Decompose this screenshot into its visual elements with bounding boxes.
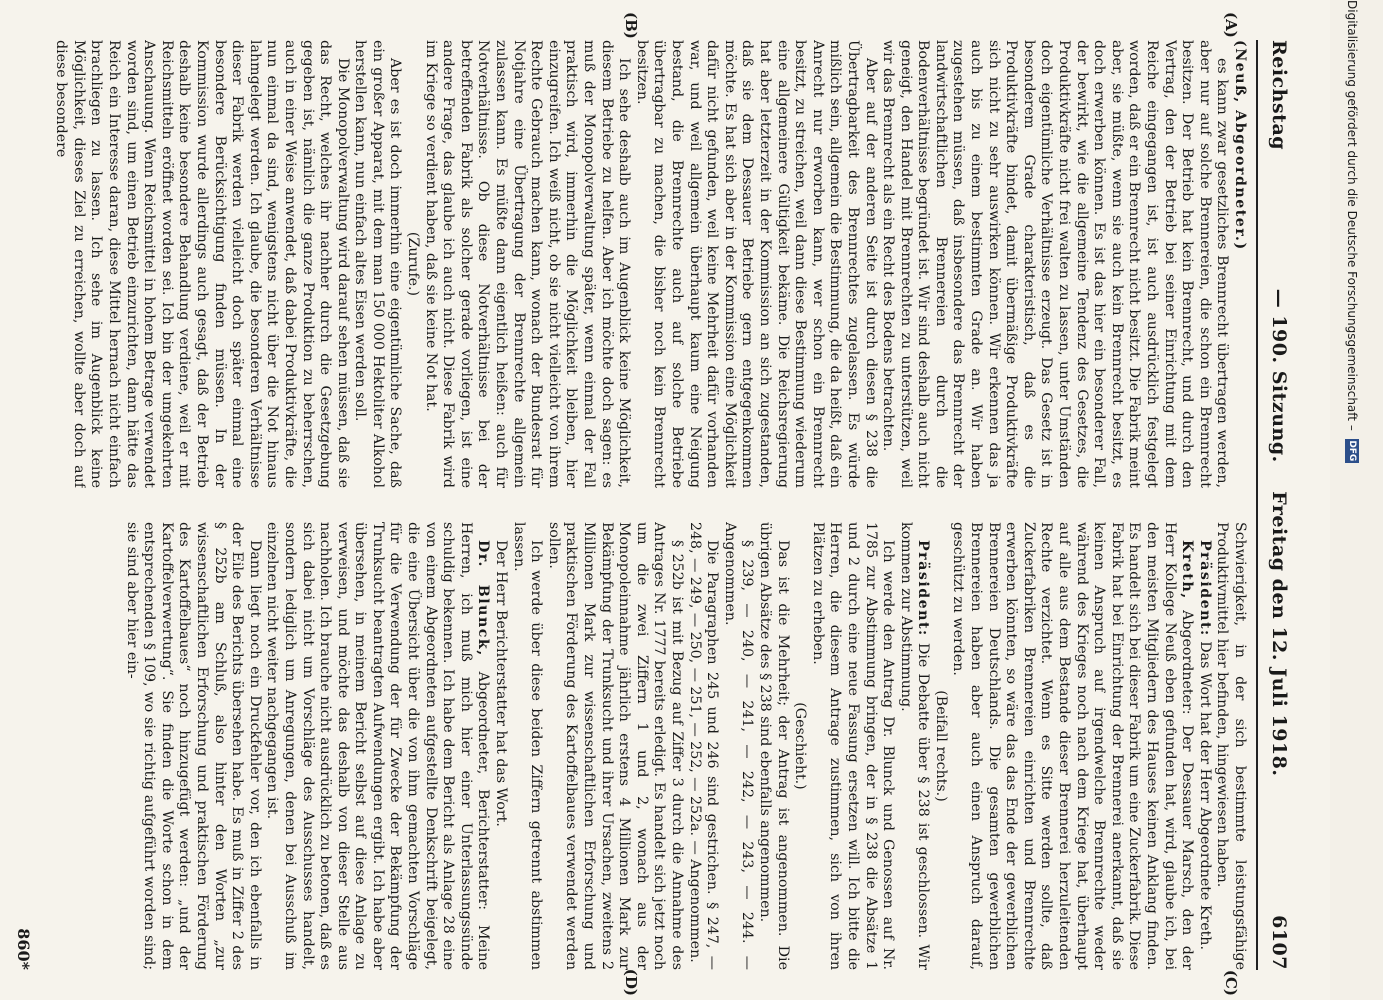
paragraph: [685, 522, 720, 970]
header-center: [1268, 150, 1290, 915]
paragraph-text: Dann liegt noch ein Druckfehler vor, den ich ebenfalls in der Eile des Berichts übersehen habe. Es muß in Ziffer 2 des § 252b am Schluß, also hinter den Worten „zur wissenschaftlichen Erforschung und praktischen Förderung des Kartoffelbaues“ noch hinzugefügt werden: „und der Kartoffelverwertung“. Sie finden die Worte schon in dem entsprechenden § 109, wo sie richtig aufgeführt worden sind; sie sind aber hier ein-: [123, 522, 263, 970]
paragraph: [509, 522, 544, 970]
speaker-name: Präsident:: [915, 540, 932, 637]
paragraph-text: Abgeordneter, Berichterstatter: Meine Herren, ich muß mich hier einer Unterlassungssünde schuldig bekennen. Ich habe dem Bericht als Anlage 28 eine von einem Abgeordneten aufgestellte Denkschrift beigelegt, die eine Übersicht über die von ihm gemachten Vorschläge für die Verwendung der für Zwecke der Bekämpfung der Trunksucht beantragten Aufwendungen ergibt. Ich habe aber übersehen, in meinem Bericht selbst auf diese Anlage zu verweisen, und möchte das deshalb von dieser Stelle aus nachholen. Ich brauche nicht ausdrücklich zu betonen, daß es sich dabei nicht um Vorschläge des Ausschusses handelt, sondern lediglich um Anregungen, denen bei Ausschuß im einzelnen nicht weiter nachgegangen ist.: [264, 522, 492, 970]
right-column: [40, 522, 1248, 970]
header-rule: [1256, 40, 1258, 970]
paragraph: [351, 40, 404, 488]
paragraph-text: Aber auf der anderen Seite ist durch diesen § 238 die Übertragbarkeit des Brennrechtes zugelassen. Es würde mißlich sein, allgemein die Bestimmung, die da heißt, daß ein Anrecht nur erworben kann, wer schon ein Brennrecht besitzt, zu streichen, weil dann diese Bestimmung wiederum eine allgemeinere Gültigkeit bekäme. Die Reichsregierung hat aber letzterzeit in der Kommission an sich zugestanden, daß sie dem Dessauer Betriebe gern entgegenkommen möchte. Es hat sich aber in der Kommission eine Möglichkeit dafür nicht gefunden, weil keine Mehrheit dafür vorhanden war, und weil allgemein überhaupt kaum eine Neigung bestand, die Brennrechte auch auf solche Betriebe übertragbar zu machen, die bisher noch kein Brennrecht besitzen.: [633, 40, 879, 488]
margin-mark-d: (D): [622, 968, 640, 996]
paragraph-text: (Zurufe.): [405, 231, 422, 297]
paragraph-text: (Geschieht.): [792, 702, 809, 790]
header-session: — 190. Sitzung.: [1268, 288, 1290, 463]
paragraph-text: Aber es ist doch immerhin eine eigentümliche Sache, daß ein großer Apparat, mit dem man 150 000 Hektoliter Alkohol herstellen kann, nun einfach altes Eisen werden soll.: [352, 40, 404, 488]
header-left: Reichstag: [1268, 40, 1290, 151]
speaker-name: Kreth,: [1179, 540, 1196, 600]
paragraph: [421, 40, 632, 488]
paragraph-text: Das ist die Mehrheit; der Antrag ist angenommen. Die übrigen Absätze des § 238 sind ebenfalls angenommen.: [756, 522, 791, 970]
paragraph-text: Abgeordneter: Der Dessauer Marsch, den der Herr Kollege Neuß eben gefunden hat, wird, glaube ich, bei den meisten Mitgliedern des Hauses keinen Anklang finden. Es handelt sich bei dieser Fabrik um eine Zuckerfabrik. Diese Fabrik hat bei Einrichtung der Brennerei anerkannt, daß sie keinen Anspruch auf irgendwelche Brennrechte weder während des Krieges noch nach dem Kriege hat, überhaupt auf alle aus dem Bestande dieser Brennerei herzuleitenden Rechte verzichtet. Wenn es Sitte werden sollte, daß Zuckerfabriken Brennereien einrichten und Brennrechte erwerben könnten, so wäre das das Ende der gewerblichen Brennereien Deutschlands. Die gesamten gewerblichen Brennereien haben aber auch einen Anspruch darauf, geschützt zu werden.: [950, 522, 1196, 970]
paragraph: [1195, 522, 1213, 970]
paragraph-text: Ich werde über diese beiden Ziffern getrennt abstimmen lassen.: [510, 522, 545, 970]
dfg-logo: DFG: [1347, 440, 1357, 462]
digitization-text: Digitalisierung gefördert durch die Deutsche Forschungsgemeinschaft –: [1345, 0, 1359, 431]
paragraph-text: (Beifall rechts.): [932, 690, 949, 802]
paragraph: [263, 522, 492, 970]
paragraph: [1230, 40, 1248, 488]
speaker-name: (Neuß, Abgeordneter.): [1232, 40, 1248, 251]
paragraph: [931, 522, 949, 970]
paragraph-text: es kann zwar gesetzliches Brennrecht übertragen werden, aber nur auf solche Brennereien, die schon ein Brennrecht besitzen. Der Betrieb hat kein Brennrecht, und durch den Vertrag, den der Betrieb bei seiner Einrichtung mit dem Reiche eingegangen ist, ist auch ausdrücklich festgelegt worden, daß er ein Brennrecht nicht besitzt. Die Fabrik meint aber, sie müßte, wenn sie auch kein Brennrecht besitzt, es doch erwerben können. Es ist das hier ein besonderer Fall, der bewirkt, wie die allgemeine Tendenz des Gesetzes, die Produktivkräfte nicht frei walten zu lassen, unter Umständen doch eigentümliche Verhältnisse erzeugt. Das Gesetz ist in besonderem Grade charakteristisch, daß es die Produktivkräfte bindet, damit übermäßige Produktivkräfte sich nicht zu sehr auswirken können. Wir erkennen das ja auch bis zu einem bestimmten Grade an. Wir haben zugestehen müssen, daß insbesondere das Brennrecht der landwirtschaftlichen Brennereien durch die Bodenverhältnisse begründet ist. Wir sind deshalb auch nicht geneigt, den Handel mit Brennrechten zu unterstützen, weil wir das Brennrecht als ein Recht des Bodens betrachten.: [880, 40, 1231, 488]
paragraph-text: § 239, — 240, — 241, — 242, — 243, — 244. — Angenommen.: [721, 522, 756, 970]
paragraph-text: Die Debatte über § 238 ist geschlossen. Wir kommen zur Abstimmung.: [897, 522, 932, 970]
paragraph-text: § 252b ist mit Bezug auf Ziffer 3 durch die Annahme des Antrages Nr. 1777 bereits erledigt. Es handelt sich jetzt noch um die zwei Ziffern 1 und 2, wonach aus der Monopoleinnahme jährlich erstens 4 Millionen Mark zur Bekämpfung der Trunksucht und ihrer Ursachen, zweitens 2 Millionen Mark zur wissenschaftlichen Erforschung und praktischen Förderung des Kartoffelbaues verwendet werden sollen.: [545, 522, 685, 970]
speaker-name: Dr. Blunck,: [475, 540, 492, 657]
paragraph: [122, 522, 263, 970]
paragraph: [1213, 522, 1248, 970]
paragraph-text: Ich sehe deshalb auch im Augenblick keine Möglichkeit, diesem Betriebe zu helfen. Aber ich möchte doch sagen: es muß der Monopolverwaltung später, wenn einmal der Fall praktisch wird, immerhin die Möglichkeit bleiben, hier einzugreifen. Ich weiß nicht, ob sie nicht vielleicht von ihrem Rechte Gebrauch machen kann, wonach der Bundesrat für Notjahre eine Übertragung der Brennrechte allgemein zulassen kann. Es müßte dann eigentlich heißen: auch für Notverhältnisse. Ob diese Notverhältnisse bei der betreffenden Fabrik als solcher gerade vorliegen, ist eine andere Frage, das glaube ich auch nicht. Diese Fabrik wird im Kriege so verdient haben, daß sie keine Not hat.: [422, 40, 633, 488]
speaker-name: Präsident:: [1196, 540, 1213, 637]
paragraph: [404, 40, 422, 488]
paragraph: [720, 522, 755, 970]
header-page-number: 6107: [1268, 915, 1290, 970]
margin-mark-a: (A): [1222, 12, 1240, 38]
paragraph: [896, 522, 931, 970]
margin-mark-b: (B): [622, 12, 640, 39]
paragraph-text: Das Wort hat der Herr Abgeordnete Kreth.: [1196, 641, 1213, 950]
text-columns: [40, 40, 1248, 970]
margin-mark-c: (C): [1222, 969, 1240, 996]
paragraph-text: Die Monopolverwaltung wird darauf sehen müssen, daß sie das Recht, welches ihr nachher durch die Gesetzgebung gegeben ist, nämlich die ganze Produktion zu beherrschen, auch in einer Weise anwendet, daß dabei Produktivkräfte, die nun einmal da sind, wenigstens nicht über die Not hinaus lahmgelegt werden. Ich glaube, die besonderen Verhältnisse dieser Fabrik werden vielleicht doch später einmal eine besondere Berücksichtigung finden müssen. In der Kommission wurde allerdings auch gesagt, daß der Betrieb deshalb keine besondere Behandlung verdiene, weil er mit Reichsmitteln eröffnet worden sei. Ich bin der umgekehrten Anschauung. Wenn Reichsmittel in hohem Betrage verwendet worden sind, um einen Betrieb einzurichten, dann hätte das Reich ein Interesse daran, diese Mittel hernach nicht einfach brachliegen zu lassen. Ich sehe im Augenblick keine Möglichkeit, dieses Ziel zu erreichen, wollte aber doch auf diese besondere: [53, 40, 351, 488]
paragraph-text: Ich werde den Antrag Dr. Blunck und Genossen auf Nr. 1785 zur Abstimmung bringen, der in § 238 die Absätze 1 und 2 durch eine neue Fassung ersetzen will. Ich bitte die Herren, die diesem Antrage zustimmen, sich von ihren Plätzen zu erheben.: [809, 522, 897, 970]
paragraph: [791, 522, 809, 970]
signature-marker: 860*: [14, 928, 33, 970]
paragraph: [52, 40, 351, 488]
page-header: [1262, 40, 1296, 970]
digitization-note: [1342, 0, 1362, 1000]
paragraph-text: Der Herr Berichterstatter hat das Wort.: [493, 540, 510, 827]
paragraph-text: Die Paragraphen 245 und 246 sind gestrichen. § 247, — 248, — 249, — 250, — 251, — 252, — 252a. — Angenommen.: [686, 522, 721, 970]
paragraph: [491, 522, 509, 970]
paragraph: [879, 40, 1231, 488]
paragraph-text: Schwierigkeit, in der sich bestimmte leistungsfähige Produktivmittel hier befinden, hingewiesen haben.: [1214, 522, 1248, 970]
paragraph: [949, 522, 1195, 970]
header-date: Freitag den 12. Juli 1918.: [1268, 491, 1290, 777]
paragraph: [632, 40, 878, 488]
paragraph: [755, 522, 790, 970]
paragraph: [544, 522, 685, 970]
left-column: [40, 40, 1248, 488]
paragraph: [808, 522, 896, 970]
